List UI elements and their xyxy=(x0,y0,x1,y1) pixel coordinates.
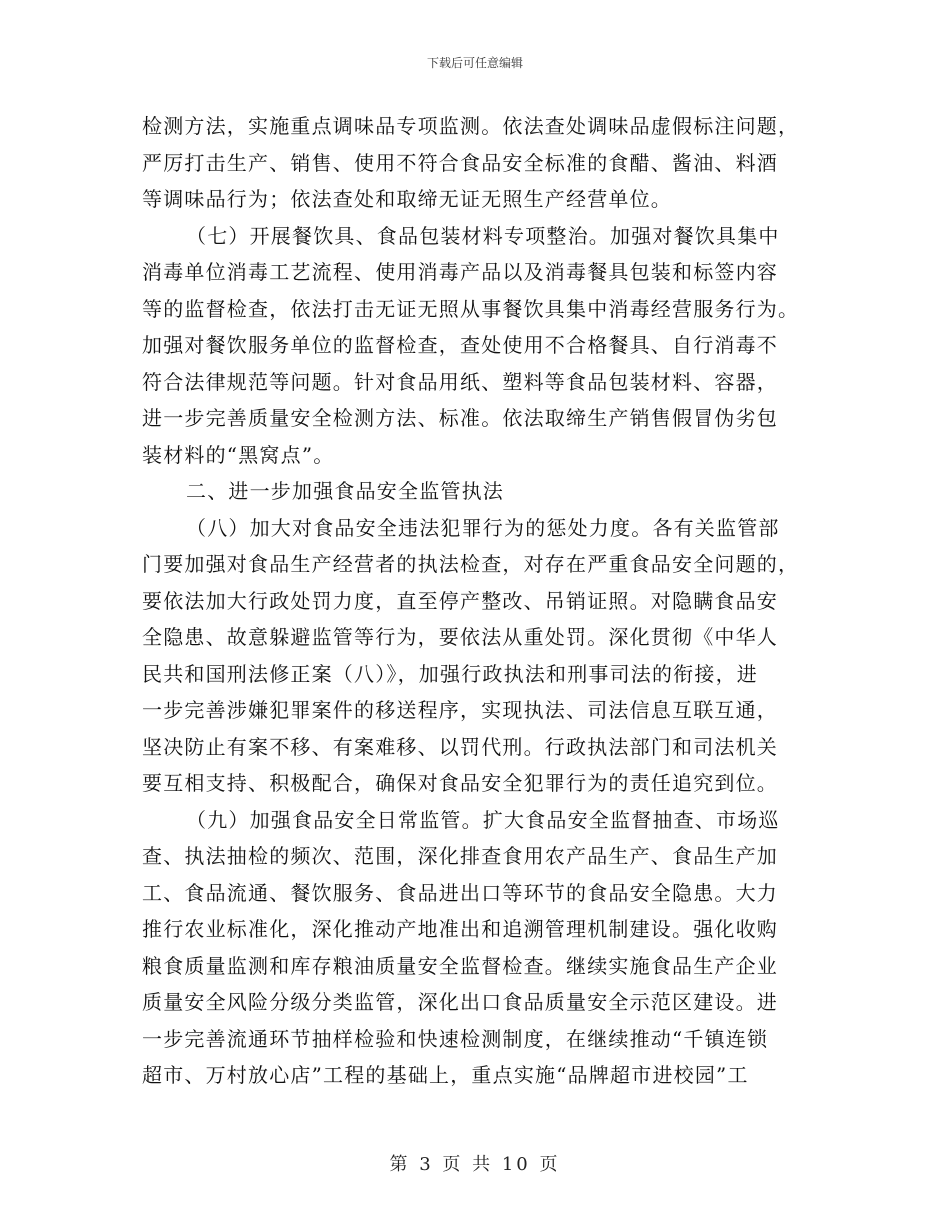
text-line: 装材料的“黑窝点”。 xyxy=(142,442,335,467)
text-line: 门要加强对食品生产经营者的执法检查，对存在严重食品安全问题的， xyxy=(142,552,800,576)
text-line: 一步完善流通环节抽样检验和快速检测制度，在继续推动“千镇连锁 xyxy=(142,1026,769,1051)
text-line: 等调味品行为；依法查处和取缔无证无照生产经营单位。 xyxy=(142,187,672,211)
text-line: 符合法律规范等问题。针对食品用纸、塑料等食品包装材料、容器， xyxy=(142,369,778,394)
text-line: 进一步完善质量安全检测方法、标准。依法取缔生产销售假冒伪劣包 xyxy=(142,406,778,430)
paragraph-start: （九）加强食品安全日常监管。扩大食品安全监督抽查、市场巡 xyxy=(186,807,780,832)
text-line: 全隐患、故意躲避监管等行为，要依法从重处罚。深化贯彻《中华人 xyxy=(142,625,778,649)
text-line: 超市、万村放心店”工程的基础上，重点实施“品牌超市进校园”工 xyxy=(142,1063,749,1087)
text-line: 等的监督检查，依法打击无证无照从事餐饮具集中消毒经营服务行为。 xyxy=(142,296,800,321)
text-line: 加强对餐饮服务单位的监督检查，查处使用不合格餐具、自行消毒不 xyxy=(142,333,778,357)
text-line: 民共和国刑法修正案（八）》，加强行政执法和刑事司法的衔接，进 xyxy=(142,661,758,686)
section-heading: 二、进一步加强食品安全监管执法 xyxy=(186,479,504,503)
paragraph-start: （八）加大对食品安全违法犯罪行为的惩处力度。各有关监管部 xyxy=(186,515,780,540)
document-body xyxy=(142,108,812,1094)
text-line: 推行农业标准化，深化推动产地准出和追溯管理机制建设。强化收购 xyxy=(142,917,778,941)
text-line: 要依法加大行政处罚力度，直至停产整改、吊销证照。对隐瞒食品安 xyxy=(142,588,778,613)
page-footer: 第 3 页 共 10 页 xyxy=(389,1154,561,1175)
text-line: 坚决防止有案不移、有案难移、以罚代刑。行政执法部门和司法机关 xyxy=(142,734,778,759)
text-line: 粮食质量监测和库存粮油质量安全监督检查。继续实施食品生产企业 xyxy=(142,953,778,978)
text-line: 一步完善涉嫌犯罪案件的移送程序，实现执法、司法信息互联互通， xyxy=(142,698,778,722)
text-line: 消毒单位消毒工艺流程、使用消毒产品以及消毒餐具包装和标签内容 xyxy=(142,260,778,284)
text-line: 严厉打击生产、销售、使用不符合食品安全标准的食醋、酱油、料酒 xyxy=(142,150,778,175)
text-line: 查、执法抽检的频次、范围，深化排查食用农产品生产、食品生产加 xyxy=(142,844,778,868)
paragraph-start: （七）开展餐饮具、食品包装材料专项整治。加强对餐饮具集中 xyxy=(186,223,780,248)
page-header: 下载后可任意编辑 xyxy=(426,56,523,70)
text-line: 要互相支持、积极配合，确保对食品安全犯罪行为的责任追究到位。 xyxy=(142,771,778,795)
text-line: 质量安全风险分级分类监管，深化出口食品质量安全示范区建设。进 xyxy=(142,990,778,1014)
text-line: 检测方法，实施重点调味品专项监测。依法查处调味品虚假标注问题， xyxy=(142,114,800,138)
text-line: 工、食品流通、餐饮服务、食品进出口等环节的食品安全隐患。大力 xyxy=(142,880,778,905)
